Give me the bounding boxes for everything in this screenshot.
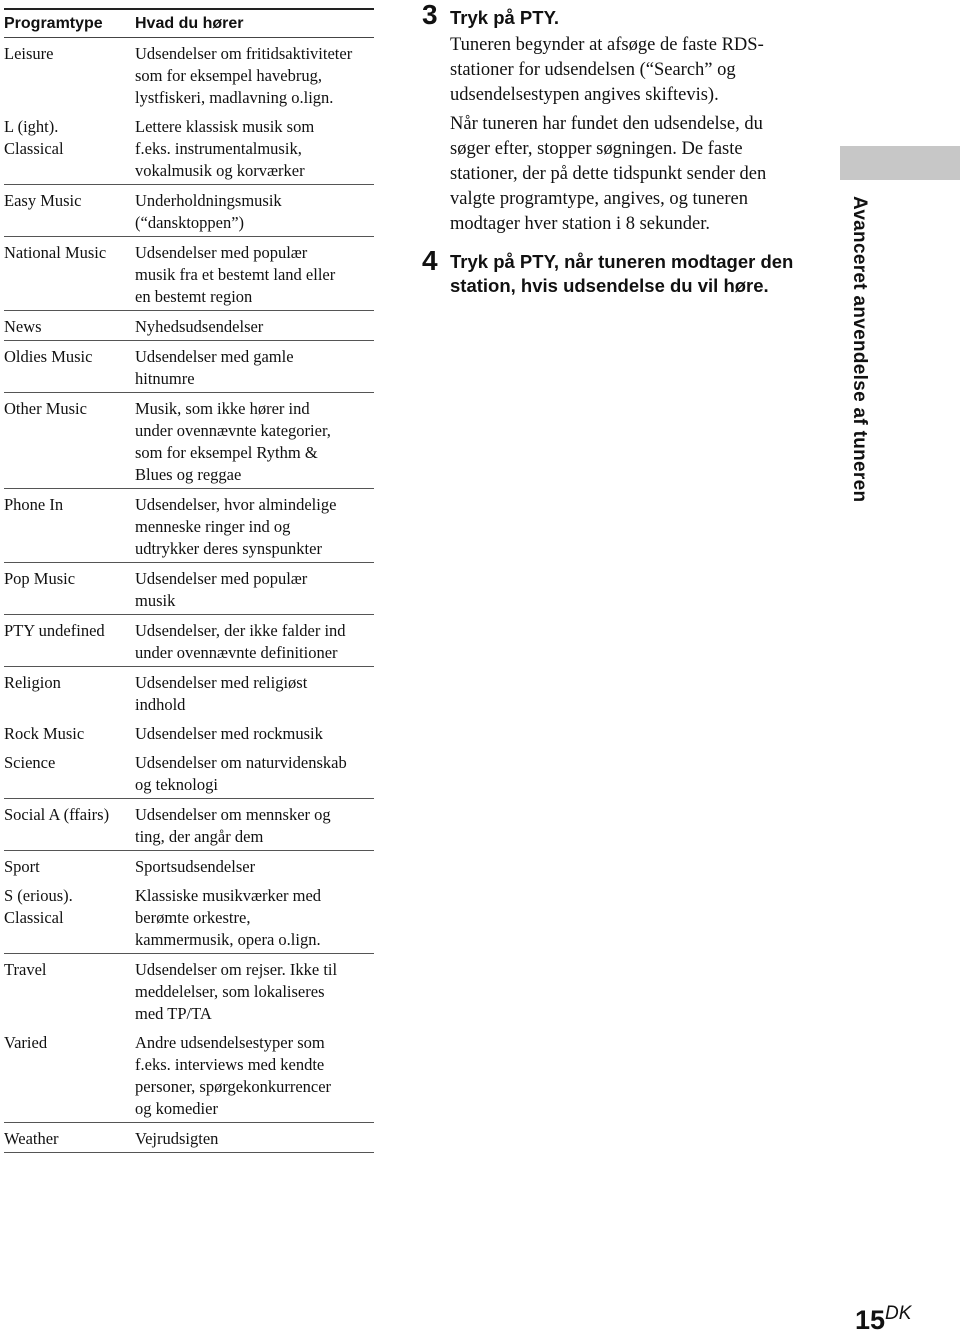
table-body: [4, 38, 374, 1153]
programtype-cell: Sport: [4, 857, 40, 876]
programtype-cell: Religion: [4, 673, 61, 692]
table-row: [4, 341, 374, 393]
table-row: [4, 237, 374, 311]
page-number-suffix: DK: [885, 1303, 912, 1324]
step-title: Tryk på PTY.: [450, 7, 559, 28]
table-row: [4, 185, 374, 237]
description-cell: Udsendelser med gamle hitnumre: [135, 341, 374, 393]
table-row: [4, 667, 374, 719]
description-cell: Sportsudsendelser: [135, 857, 256, 876]
step-number: 4: [422, 245, 438, 276]
table-row: [4, 880, 374, 954]
table-row: [4, 111, 374, 185]
programtype-cell: Social A (ffairs): [4, 799, 135, 851]
description-cell: Udsendelser med populær musik: [135, 563, 374, 615]
step-4: [422, 246, 842, 298]
programtype-cell: S (erious). Classical: [4, 880, 135, 954]
description-cell: Udsendelser med religiøst indhold: [135, 673, 308, 714]
programtype-cell: Easy Music: [4, 185, 135, 237]
description-cell: Udsendelser om fritidsaktiviteter som for eksempel havebrug, lystfiskeri, madlavning o.lign.: [135, 44, 353, 107]
description-cell: Underholdningsmusik (“dansktoppen”): [135, 185, 374, 237]
table-row: [4, 954, 374, 1028]
step-body: Tuneren begynder at afsøge de faste RDS- stationer for udsendelsen (“Search” og udsendelsestypen angives skiftevis).: [450, 35, 764, 105]
description-cell: Udsendelser om naturvidenskab og teknologi: [135, 747, 374, 799]
section-label: Avanceret anvendelse af tuneren: [849, 196, 870, 503]
header-programtype: Programtype: [4, 9, 135, 38]
step-number: 3: [422, 0, 438, 30]
pty-table: [4, 8, 374, 1153]
programtype-cell: Other Music: [4, 393, 135, 489]
description-cell: Udsendelser, der ikke falder ind under ovennævnte definitioner: [135, 615, 374, 667]
description-cell: Udsendelser, hvor almindelige menneske ringer ind og udtrykker deres synspunkter: [135, 489, 374, 563]
programtype-cell: News: [4, 311, 135, 341]
programtype-cell: Leisure: [4, 44, 54, 63]
table-row: [4, 311, 374, 341]
step-body: Når tuneren har fundet den udsendelse, du søger efter, stopper søgningen. De faste stationer, der på dette tidspunkt sender den valgte programtype, angives, og tuneren modtager hver station i 8 sekunder.: [450, 114, 767, 234]
table-row: [4, 1123, 374, 1153]
step-3: [422, 0, 842, 237]
description-cell: Udsendelser med populær musik fra et bestemt land eller en bestemt region: [135, 237, 374, 311]
page-number: [855, 1303, 911, 1336]
header-hvad-du-horer: Hvad du hører: [135, 9, 374, 38]
table-row: [4, 1027, 374, 1123]
page-number-value: 15: [855, 1305, 886, 1335]
programtype-cell: Rock Music: [4, 724, 85, 743]
table-row: [4, 393, 374, 489]
table-row: [4, 718, 374, 747]
table-row: [4, 563, 374, 615]
programtype-cell: L (ight). Classical: [4, 111, 135, 185]
programtype-cell: Pop Music: [4, 563, 135, 615]
description-cell: Andre udsendelsestyper som f.eks. interviews med kendte personer, spørgekonkurrencer og komedier: [135, 1027, 374, 1123]
table-row: [4, 799, 374, 851]
table-row: [4, 489, 374, 563]
table-header-row: [4, 9, 374, 38]
description-cell: Klassiske musikværker med berømte orkestre, kammermusik, opera o.lign.: [135, 880, 374, 954]
description-cell: Vejrudsigten: [135, 1123, 374, 1153]
step-title: Tryk på PTY, når tuneren modtager den station, hvis udsendelse du vil høre.: [450, 251, 794, 296]
table-row: [4, 38, 374, 112]
table-row: [4, 615, 374, 667]
description-cell: Udsendelser om rejser. Ikke til meddelelser, som lokaliseres med TP/TA: [135, 960, 338, 1023]
section-tab: [840, 146, 960, 180]
instructions-column: [422, 0, 842, 298]
programtype-cell: Weather: [4, 1123, 135, 1153]
description-cell: Udsendelser med rockmusik: [135, 724, 323, 743]
programtype-cell: National Music: [4, 237, 135, 311]
description-cell: Nyhedsudsendelser: [135, 311, 374, 341]
table-row: [4, 851, 374, 881]
table-row: [4, 747, 374, 799]
description-cell: Lettere klassisk musik som f.eks. instrumentalmusik, vokalmusik og korværker: [135, 111, 374, 185]
programtype-cell: Varied: [4, 1027, 135, 1123]
programtype-cell: Science: [4, 747, 135, 799]
programtype-cell: Travel: [4, 960, 47, 979]
programtype-cell: Phone In: [4, 489, 135, 563]
programtype-cell: PTY undefined: [4, 615, 135, 667]
description-cell: Musik, som ikke hører ind under ovennævnte kategorier, som for eksempel Rythm & Blues og reggae: [135, 393, 374, 489]
programtype-cell: Oldies Music: [4, 341, 135, 393]
description-cell: Udsendelser om mennsker og ting, der angår dem: [135, 799, 374, 851]
